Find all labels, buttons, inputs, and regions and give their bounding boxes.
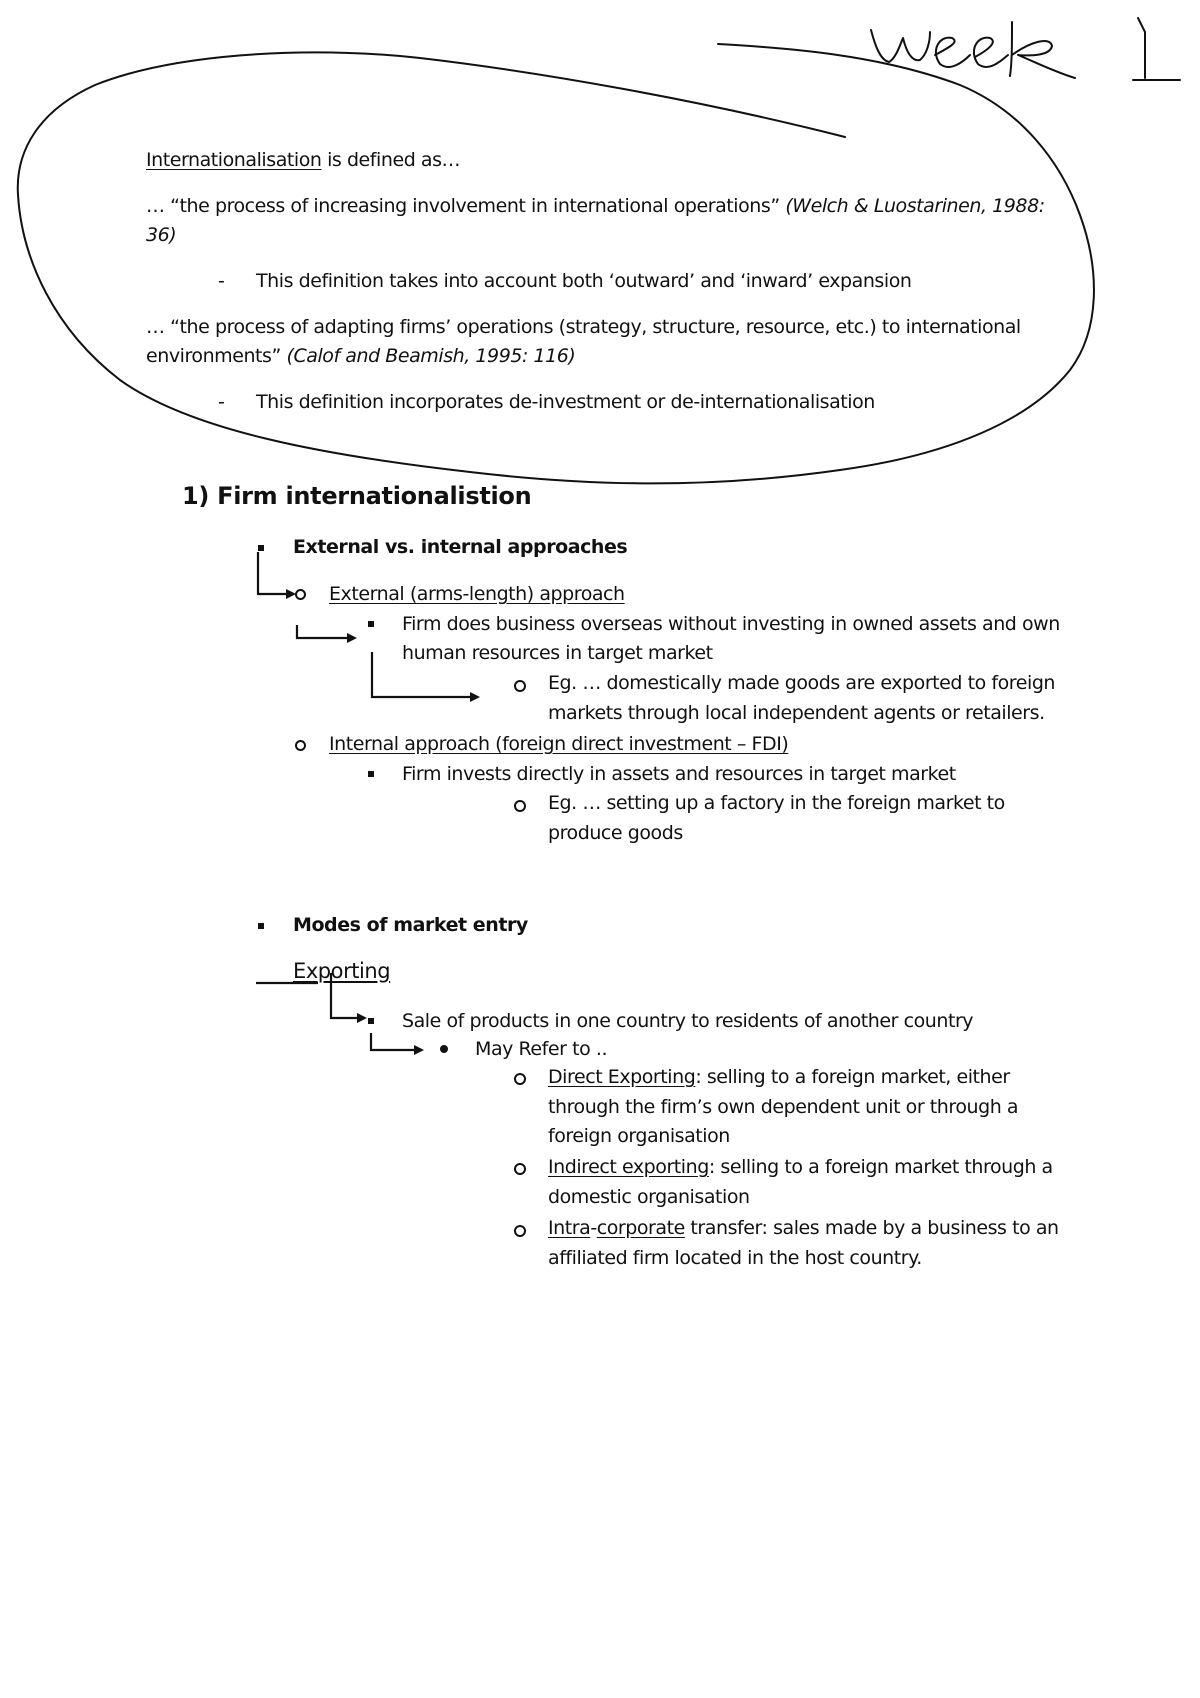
- intra-corporate-line2: affiliated firm located in the host country.: [548, 1247, 922, 1269]
- indirect-exporting-line1: Indirect exporting: selling to a foreign market through a: [548, 1156, 1053, 1178]
- external-eg-line2: markets through local independent agents or retailers.: [548, 702, 1045, 724]
- direct-exporting-line2: through the firm’s own dependent unit or through a: [548, 1096, 1019, 1118]
- quote-calof-line1: … “the process of adapting firms’ operations (strategy, structure, resource, etc.) to international: [146, 316, 1021, 338]
- note-outward-inward: This definition takes into account both ‘outward’ and ‘inward’ expansion: [256, 270, 912, 292]
- dash-bullet: -: [218, 270, 225, 292]
- internationalisation-term: Internationalisation: [146, 149, 322, 171]
- circle-bullet: [295, 740, 306, 751]
- square-bullet: [368, 1018, 374, 1024]
- square-bullet: [258, 545, 264, 551]
- intra-term: Intra: [548, 1217, 591, 1239]
- round-bullet: [440, 1045, 448, 1053]
- external-eg-line1: Eg. … domestically made goods are exported to foreign: [548, 672, 1056, 694]
- definition-intro: Internationalisation is defined as…: [146, 149, 461, 171]
- circle-bullet: [514, 680, 526, 692]
- circle-bullet: [514, 1073, 526, 1085]
- quote-welch: … “the process of increasing involvement in international operations” (Welch & Luostarinen, 1988:: [146, 195, 1045, 217]
- direct-exporting-line1: Direct Exporting: selling to a foreign market, either: [548, 1066, 1010, 1088]
- external-desc-line1: Firm does business overseas without investing in owned assets and own: [402, 613, 1060, 635]
- circle-bullet: [514, 1163, 526, 1175]
- exporting-desc: Sale of products in one country to residents of another country: [402, 1010, 974, 1032]
- corporate-term: corporate: [596, 1217, 685, 1239]
- section-heading: 1) Firm internationalistion: [182, 482, 532, 510]
- circle-bullet: [514, 800, 526, 812]
- direct-exporting-term: Direct Exporting: [548, 1066, 696, 1088]
- modes-of-entry-label: Modes of market entry: [293, 914, 528, 936]
- indirect-exporting-line2: domestic organisation: [548, 1186, 750, 1208]
- dash-bullet: -: [218, 391, 225, 413]
- week-label-ink: [871, 30, 930, 62]
- internal-approach-label: Internal approach (foreign direct investment – FDI): [329, 733, 789, 755]
- quote-calof-line2: environments” (Calof and Beamish, 1995: 116): [146, 345, 576, 367]
- internal-eg-line2: produce goods: [548, 822, 683, 844]
- arrow-to-external: [258, 552, 286, 594]
- internal-eg-line1: Eg. … setting up a factory in the foreign market to: [548, 792, 1005, 814]
- intra-corporate-line1: Intra-corporate transfer: sales made by a business to an: [548, 1217, 1059, 1239]
- may-refer-label: May Refer to ..: [475, 1038, 608, 1060]
- indirect-exporting-term: Indirect exporting: [548, 1156, 709, 1178]
- external-desc-line2: human resources in target market: [402, 642, 713, 664]
- circle-bullet: [295, 589, 306, 600]
- citation-welch: (Welch & Luostarinen, 1988:: [785, 195, 1045, 217]
- note-deinvestment: This definition incorporates de-investment or de-internationalisation: [256, 391, 875, 413]
- definition-loop-ink: [18, 44, 1094, 483]
- square-bullet: [368, 621, 374, 627]
- exporting-heading: Exporting: [293, 959, 391, 983]
- arrow-to-firm-does: [297, 625, 347, 638]
- external-vs-internal-label: External vs. internal approaches: [293, 536, 628, 558]
- square-bullet: [258, 923, 264, 929]
- square-bullet: [368, 771, 374, 777]
- direct-exporting-line3: foreign organisation: [548, 1125, 730, 1147]
- citation-calof: (Calof and Beamish, 1995: 116): [286, 345, 576, 367]
- external-approach-label: External (arms-length) approach: [329, 583, 625, 605]
- circle-bullet: [514, 1225, 526, 1237]
- internal-desc: Firm invests directly in assets and resources in target market: [402, 763, 956, 785]
- citation-welch-cont: 36): [146, 224, 177, 246]
